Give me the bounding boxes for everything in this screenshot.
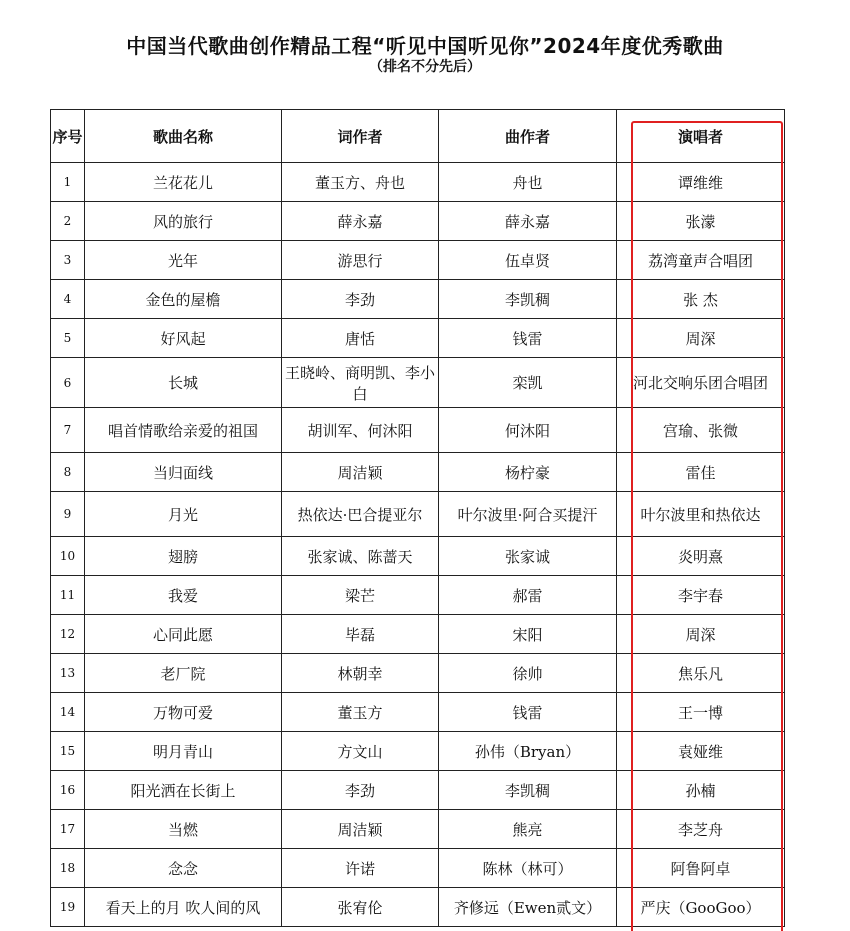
cell-song: 我爱 xyxy=(85,576,282,615)
songs-table xyxy=(50,109,785,927)
cell-composer: 孙伟（Bryan） xyxy=(439,732,617,771)
cell-performer: 雷佳 xyxy=(617,453,785,492)
cell-lyricist: 梁芒 xyxy=(282,576,439,615)
cell-no: 8 xyxy=(51,453,85,492)
cell-performer: 阿鲁阿卓 xyxy=(617,849,785,888)
table-row xyxy=(51,576,785,615)
table-row xyxy=(51,202,785,241)
cell-lyricist: 薛永嘉 xyxy=(282,202,439,241)
cell-composer: 李凯稠 xyxy=(439,771,617,810)
cell-song: 好风起 xyxy=(85,319,282,358)
cell-composer: 钱雷 xyxy=(439,693,617,732)
table-row xyxy=(51,163,785,202)
cell-composer: 陈林（林可） xyxy=(439,849,617,888)
cell-composer: 熊亮 xyxy=(439,810,617,849)
cell-song: 长城 xyxy=(85,358,282,408)
cell-performer: 袁娅维 xyxy=(617,732,785,771)
table-row xyxy=(51,693,785,732)
cell-no: 18 xyxy=(51,849,85,888)
header-lyricist: 词作者 xyxy=(282,110,439,163)
cell-composer: 叶尔波里·阿合买提汗 xyxy=(439,492,617,537)
cell-performer: 李宇春 xyxy=(617,576,785,615)
cell-performer: 河北交响乐团合唱团 xyxy=(617,358,785,408)
cell-song: 明月青山 xyxy=(85,732,282,771)
table-row xyxy=(51,849,785,888)
cell-song: 当归面线 xyxy=(85,453,282,492)
cell-lyricist: 热依达·巴合提亚尔 xyxy=(282,492,439,537)
cell-composer: 杨柠豪 xyxy=(439,453,617,492)
cell-lyricist: 毕磊 xyxy=(282,615,439,654)
cell-lyricist: 林朝幸 xyxy=(282,654,439,693)
cell-performer: 周深 xyxy=(617,319,785,358)
cell-composer: 徐帅 xyxy=(439,654,617,693)
cell-no: 2 xyxy=(51,202,85,241)
cell-composer: 李凯稠 xyxy=(439,280,617,319)
cell-composer: 舟也 xyxy=(439,163,617,202)
cell-no: 15 xyxy=(51,732,85,771)
table-header-row xyxy=(51,110,785,163)
table-row xyxy=(51,453,785,492)
cell-no: 13 xyxy=(51,654,85,693)
cell-lyricist: 唐恬 xyxy=(282,319,439,358)
cell-composer: 何沐阳 xyxy=(439,408,617,453)
header-performer: 演唱者 xyxy=(617,110,785,163)
cell-composer: 薛永嘉 xyxy=(439,202,617,241)
cell-song: 老厂院 xyxy=(85,654,282,693)
cell-lyricist: 董玉方 xyxy=(282,693,439,732)
cell-performer: 叶尔波里和热依达 xyxy=(617,492,785,537)
cell-lyricist: 胡训军、何沐阳 xyxy=(282,408,439,453)
cell-no: 17 xyxy=(51,810,85,849)
header-song: 歌曲名称 xyxy=(85,110,282,163)
cell-lyricist: 董玉方、舟也 xyxy=(282,163,439,202)
cell-song: 看天上的月 吹人间的风 xyxy=(85,888,282,927)
cell-no: 4 xyxy=(51,280,85,319)
cell-composer: 钱雷 xyxy=(439,319,617,358)
cell-lyricist: 李劲 xyxy=(282,280,439,319)
cell-lyricist: 张宥伦 xyxy=(282,888,439,927)
cell-performer: 炎明熹 xyxy=(617,537,785,576)
cell-composer: 宋阳 xyxy=(439,615,617,654)
cell-performer: 荔湾童声合唱团 xyxy=(617,241,785,280)
cell-composer: 齐修远（Ewen贰文） xyxy=(439,888,617,927)
table-row xyxy=(51,408,785,453)
table-row xyxy=(51,810,785,849)
table-row xyxy=(51,537,785,576)
cell-no: 19 xyxy=(51,888,85,927)
cell-no: 12 xyxy=(51,615,85,654)
cell-lyricist: 方文山 xyxy=(282,732,439,771)
cell-performer: 张 杰 xyxy=(617,280,785,319)
cell-song: 月光 xyxy=(85,492,282,537)
cell-no: 14 xyxy=(51,693,85,732)
cell-lyricist: 许诺 xyxy=(282,849,439,888)
table-row xyxy=(51,241,785,280)
cell-composer: 张家诚 xyxy=(439,537,617,576)
cell-no: 7 xyxy=(51,408,85,453)
cell-performer: 宫瑜、张微 xyxy=(617,408,785,453)
table-row xyxy=(51,492,785,537)
table-row xyxy=(51,732,785,771)
cell-lyricist: 张家诚、陈蔷天 xyxy=(282,537,439,576)
table-row xyxy=(51,771,785,810)
cell-song: 万物可爱 xyxy=(85,693,282,732)
header-no: 序号 xyxy=(51,110,85,163)
cell-lyricist: 周洁颖 xyxy=(282,810,439,849)
cell-composer: 栾凯 xyxy=(439,358,617,408)
cell-no: 3 xyxy=(51,241,85,280)
cell-performer: 张濛 xyxy=(617,202,785,241)
document-title: 中国当代歌曲创作精品工程“听见中国听见你”2024年度优秀歌曲 xyxy=(126,34,724,58)
header-composer: 曲作者 xyxy=(439,110,617,163)
cell-performer: 焦乐凡 xyxy=(617,654,785,693)
cell-performer: 李芝舟 xyxy=(617,810,785,849)
cell-no: 10 xyxy=(51,537,85,576)
cell-song: 念念 xyxy=(85,849,282,888)
table-row xyxy=(51,358,785,408)
cell-composer: 伍卓贤 xyxy=(439,241,617,280)
table-row xyxy=(51,654,785,693)
cell-composer: 郝雷 xyxy=(439,576,617,615)
cell-no: 6 xyxy=(51,358,85,408)
cell-lyricist: 李劲 xyxy=(282,771,439,810)
cell-song: 风的旅行 xyxy=(85,202,282,241)
cell-no: 16 xyxy=(51,771,85,810)
cell-no: 9 xyxy=(51,492,85,537)
cell-performer: 孙楠 xyxy=(617,771,785,810)
cell-song: 心同此愿 xyxy=(85,615,282,654)
document-subtitle: （排名不分先后） xyxy=(369,59,481,75)
cell-lyricist: 王晓岭、商明凯、李小白 xyxy=(282,358,439,408)
cell-song: 光年 xyxy=(85,241,282,280)
cell-no: 5 xyxy=(51,319,85,358)
cell-no: 1 xyxy=(51,163,85,202)
cell-song: 唱首情歌给亲爱的祖国 xyxy=(85,408,282,453)
cell-performer: 谭维维 xyxy=(617,163,785,202)
cell-lyricist: 周洁颖 xyxy=(282,453,439,492)
cell-performer: 周深 xyxy=(617,615,785,654)
cell-performer: 严庆（GooGoo） xyxy=(617,888,785,927)
table-row xyxy=(51,319,785,358)
cell-lyricist: 游思行 xyxy=(282,241,439,280)
cell-song: 金色的屋檐 xyxy=(85,280,282,319)
table-row xyxy=(51,888,785,927)
cell-song: 兰花花儿 xyxy=(85,163,282,202)
table-row xyxy=(51,280,785,319)
cell-song: 当燃 xyxy=(85,810,282,849)
cell-song: 翅膀 xyxy=(85,537,282,576)
table-row xyxy=(51,615,785,654)
cell-no: 11 xyxy=(51,576,85,615)
cell-performer: 王一博 xyxy=(617,693,785,732)
cell-song: 阳光洒在长街上 xyxy=(85,771,282,810)
